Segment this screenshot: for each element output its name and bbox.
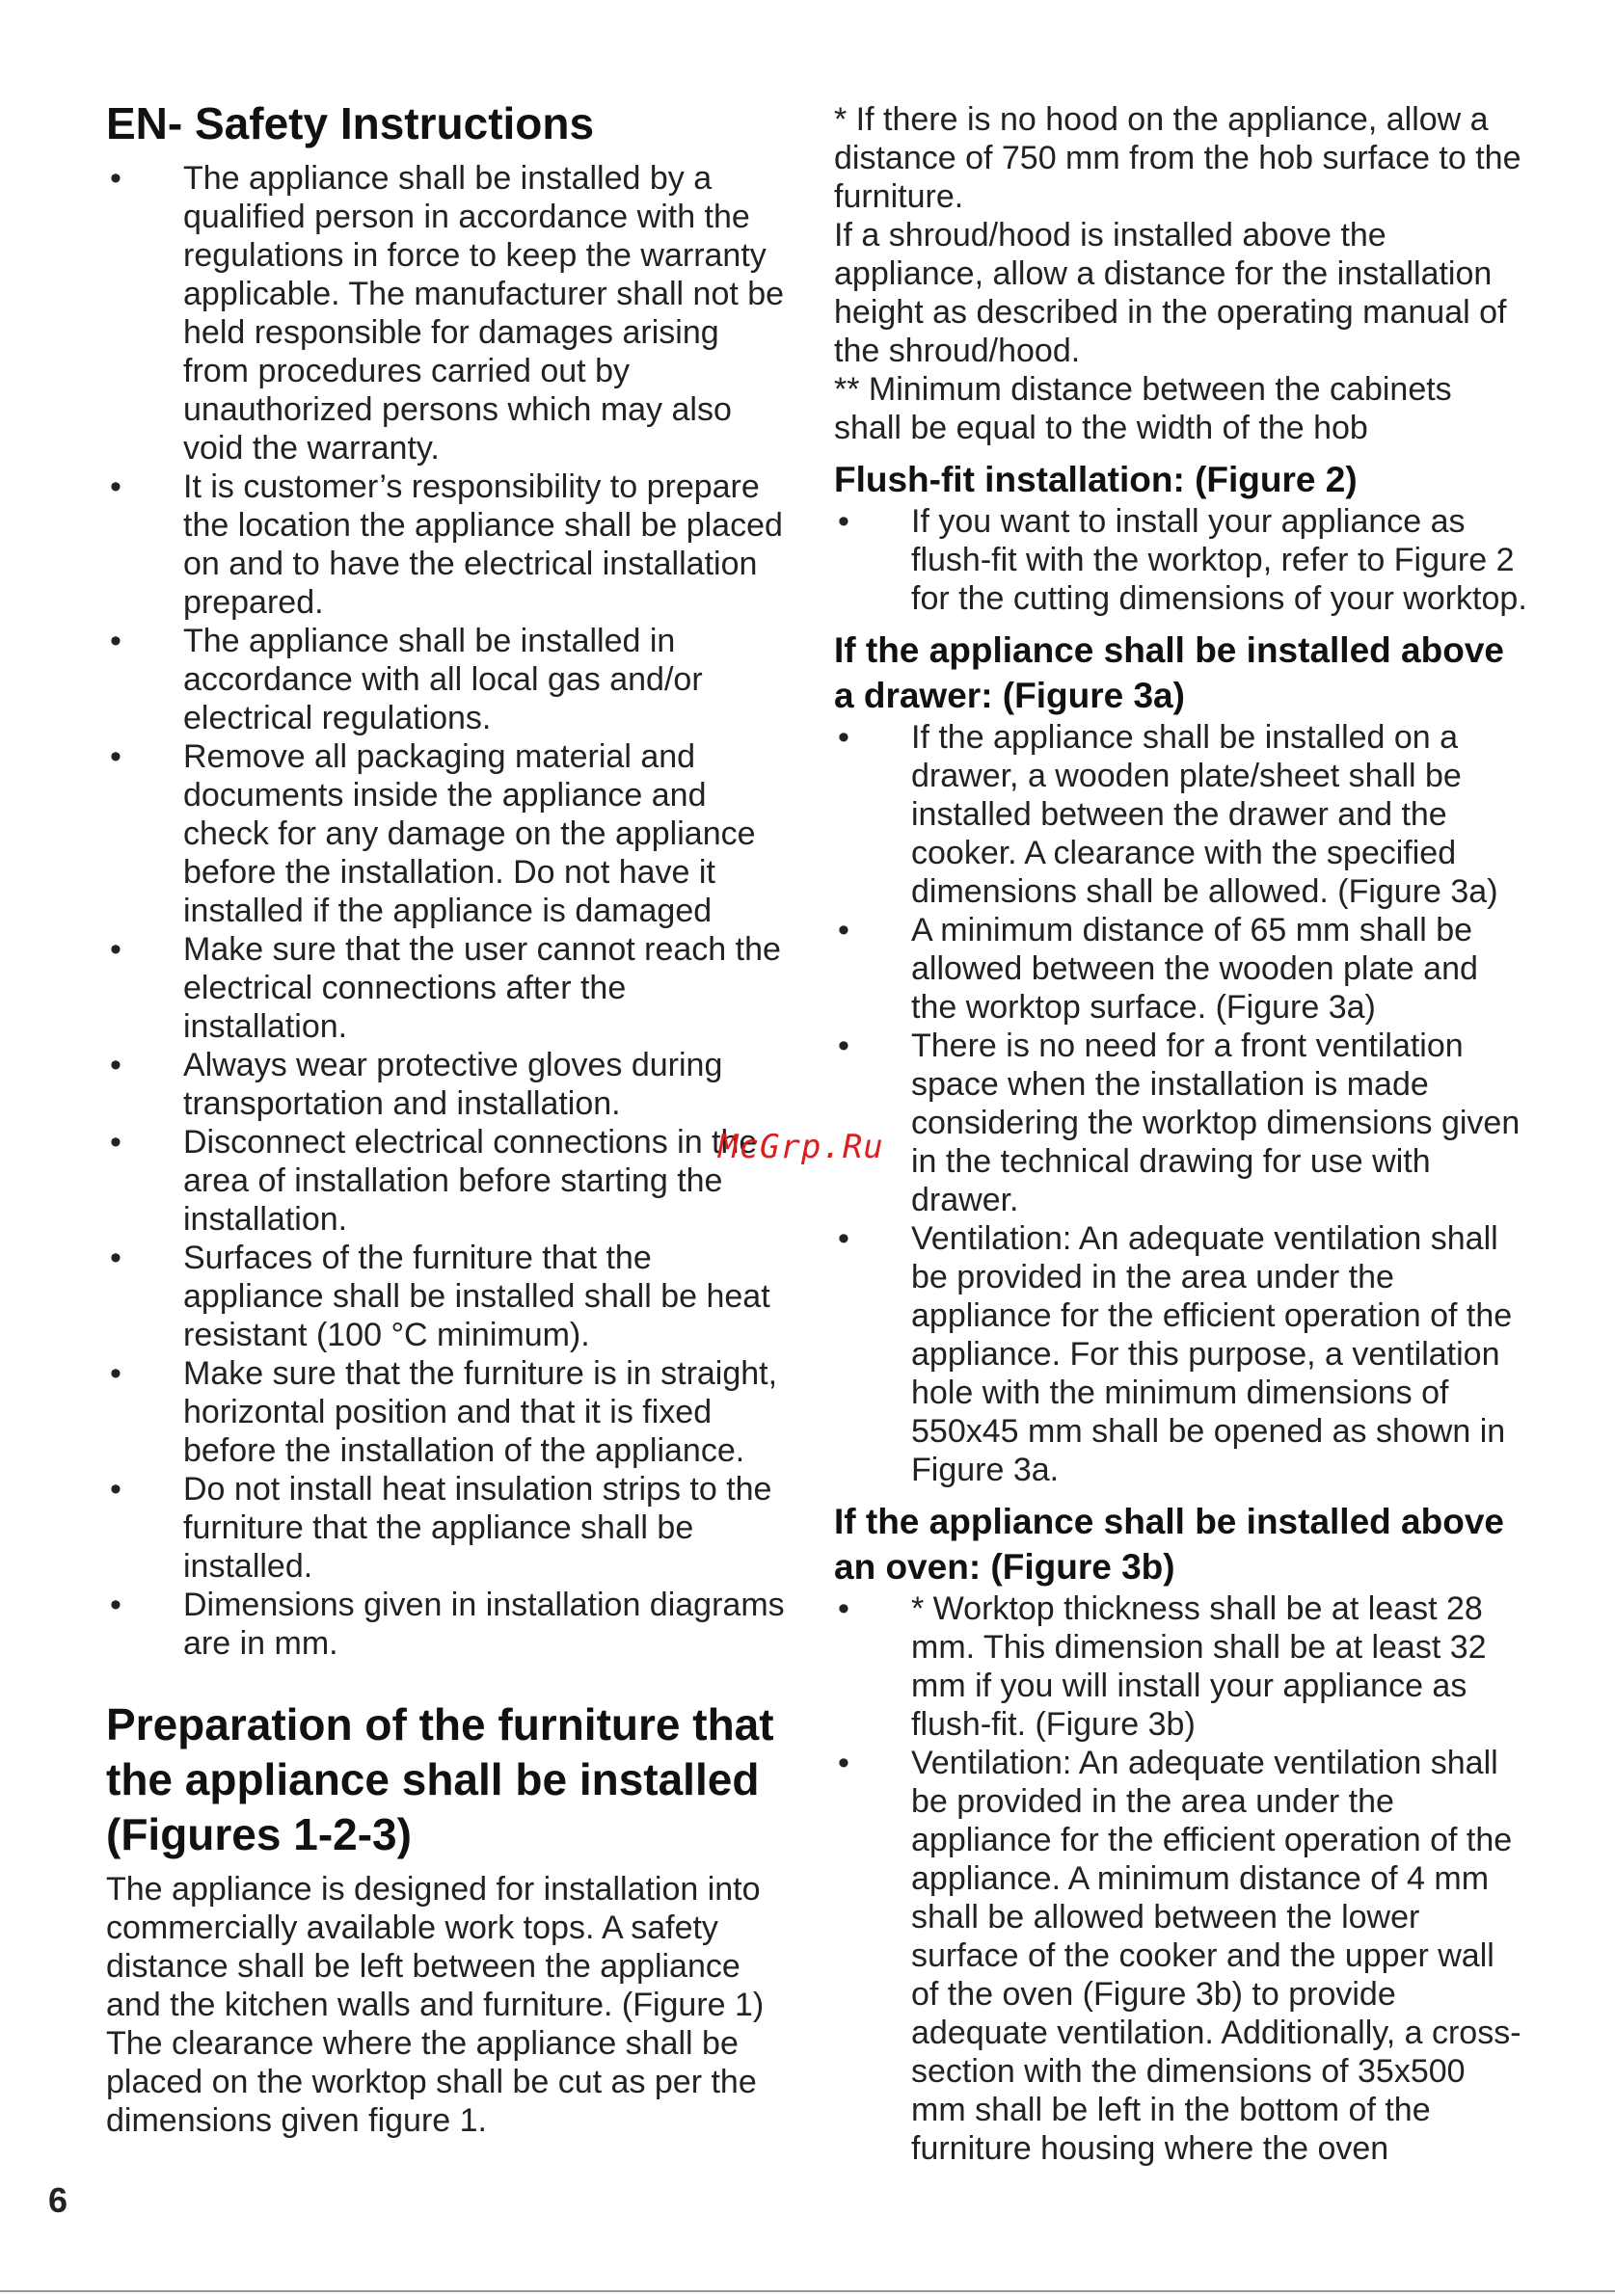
preparation-heading: Preparation of the furniture that the appliance shall be installed (Figures 1-2-3) xyxy=(106,1699,774,1859)
list-item: • It is customer’s responsibility to prepare the location the appliance shall be placed on and to have the electrical installation prepared. xyxy=(106,467,791,622)
cabinet-distance-note: ** Minimum distance between the cabinets shall be equal to the width of the hob xyxy=(834,371,1452,446)
bottom-divider xyxy=(0,2290,1615,2292)
watermark-text: McGrp.Ru xyxy=(718,1128,884,1166)
list-item: • The appliance shall be installed by a qualified person in accordance with the regulations in force to keep the warranty applicable. The manufacturer shall not be held responsible for damages arising from procedures carried out by unauthorized persons which may also void the warranty. xyxy=(106,159,791,467)
list-item: • There is no need for a front ventilation space when the installation is made considering the worktop dimensions given in the technical drawing for use with drawer. xyxy=(834,1027,1528,1219)
flush-fit-list xyxy=(834,502,1528,618)
bullet-icon: • xyxy=(110,160,121,197)
list-item: • Dimensions given in installation diagrams are in mm. xyxy=(106,1586,791,1663)
list-item: • Do not install heat insulation strips to the furniture that the appliance shall be installed. xyxy=(106,1470,791,1586)
bullet-icon: • xyxy=(110,738,121,775)
list-item: • Disconnect electrical connections in the area of installation before starting the installation. xyxy=(106,1123,791,1239)
oven-heading: If the appliance shall be installed above an oven: (Figure 3b) xyxy=(834,1502,1504,1587)
list-item: • Make sure that the user cannot reach the electrical connections after the installation. xyxy=(106,930,791,1046)
drawer-list xyxy=(834,718,1528,1489)
bullet-icon: • xyxy=(110,1240,121,1276)
preparation-text: The appliance is designed for installation into commercially available work tops. A safety distance shall be left between the appliance and the kitchen walls and furniture. (Figure 1) The clearance where the appliance shall be placed on the worktop shall be cut as per the dimensions given figure 1. xyxy=(106,1871,765,2139)
bullet-icon: • xyxy=(110,1587,121,1623)
safety-list xyxy=(106,159,791,1663)
bullet-icon: • xyxy=(110,623,121,659)
safety-heading: EN- Safety Instructions xyxy=(106,98,595,148)
bullet-icon: • xyxy=(838,1220,849,1257)
page-number: 6 xyxy=(48,2180,68,2220)
bullet-icon: • xyxy=(110,931,121,968)
left-column xyxy=(106,96,791,2140)
list-item: • Make sure that the furniture is in straight, horizontal position and that it is fixed before the installation of the appliance. xyxy=(106,1354,791,1470)
list-item: • Always wear protective gloves during transportation and installation. xyxy=(106,1046,791,1123)
bullet-icon: • xyxy=(838,719,849,756)
oven-list xyxy=(834,1589,1528,2168)
flush-fit-heading: Flush-fit installation: (Figure 2) xyxy=(834,460,1358,499)
list-item: • If the appliance shall be installed on a drawer, a wooden plate/sheet shall be installed between the drawer and the cooker. A clearance with the specified dimensions shall be allowed. (Figure 3a) xyxy=(834,718,1528,911)
bullet-icon: • xyxy=(110,1471,121,1508)
bullet-icon: • xyxy=(110,1355,121,1392)
list-item: • Surfaces of the furniture that the appliance shall be installed shall be heat resistant (100 °C minimum). xyxy=(106,1239,791,1354)
list-item: • Remove all packaging material and documents inside the appliance and check for any damage on the appliance before the installation. Do not have it installed if the appliance is damaged xyxy=(106,737,791,930)
shroud-note: If a shroud/hood is installed above the appliance, allow a distance for the installation height as described in the operating manual of the shroud/hood. xyxy=(834,217,1507,369)
hood-distance-note: * If there is no hood on the appliance, allow a distance of 750 mm from the hob surface to the furniture. xyxy=(834,101,1521,215)
right-column xyxy=(834,100,1528,2168)
list-item: • A minimum distance of 65 mm shall be allowed between the wooden plate and the worktop surface. (Figure 3a) xyxy=(834,911,1528,1027)
drawer-heading: If the appliance shall be installed above a drawer: (Figure 3a) xyxy=(834,630,1504,715)
bullet-icon: • xyxy=(838,1745,849,1781)
bullet-icon: • xyxy=(838,503,849,540)
list-item: • The appliance shall be installed in accordance with all local gas and/or electrical regulations. xyxy=(106,622,791,737)
list-item: • Ventilation: An adequate ventilation shall be provided in the area under the appliance for the efficient operation of the appliance. A minimum distance of 4 mm shall be allowed between the lower surface of the cooker and the upper wall of the oven (Figure 3b) to provide adequate ventilation. Additionally, a cross-section with the dimensions of 35x500 mm shall be left in the bottom of the furniture housing where the oven xyxy=(834,1744,1528,2168)
bullet-icon: • xyxy=(110,468,121,505)
bullet-icon: • xyxy=(838,1028,849,1064)
list-item: • If you want to install your appliance as flush-fit with the worktop, refer to Figure 2 for the cutting dimensions of your worktop. xyxy=(834,502,1528,618)
list-item: • * Worktop thickness shall be at least 28 mm. This dimension shall be at least 32 mm if you will install your appliance as flush-fit. (Figure 3b) xyxy=(834,1589,1528,1744)
list-item: • Ventilation: An adequate ventilation shall be provided in the area under the appliance for the efficient operation of the appliance. For this purpose, a ventilation hole with the minimum dimensions of 550x45 mm shall be opened as shown in Figure 3a. xyxy=(834,1219,1528,1489)
bullet-icon: • xyxy=(110,1047,121,1083)
bullet-icon: • xyxy=(838,1590,849,1627)
bullet-icon: • xyxy=(838,912,849,948)
bullet-icon: • xyxy=(110,1124,121,1161)
